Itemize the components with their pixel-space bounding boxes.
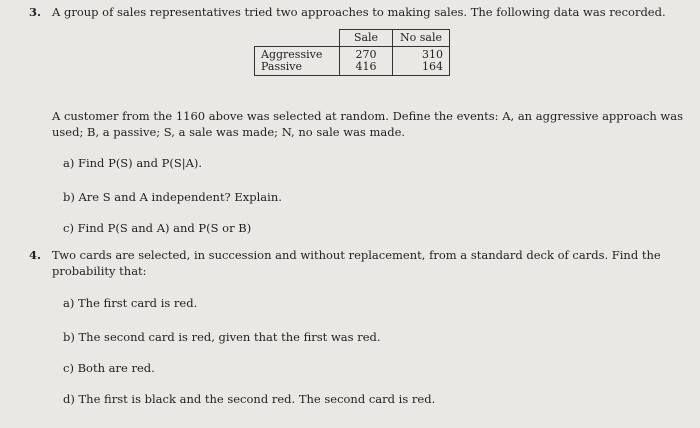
question-4-part-c: c) Both are red. [63, 361, 155, 375]
table-header-no-sale: No sale [393, 30, 450, 47]
table-header-sale: Sale [340, 30, 393, 47]
table-corner-cell [255, 30, 340, 47]
table-row-aggressive [255, 47, 450, 76]
question-3-context-line-1: A customer from the 1160 above was selected at random. Define the events: A, an aggressive approach was [52, 109, 684, 123]
question-3-context-line-2: used; B, a passive; S, a sale was made; N, no sale was made. [52, 125, 406, 139]
question-4-number: 4. [29, 248, 42, 262]
question-4-intro-line-2: probability that: [52, 264, 147, 278]
question-4-intro-line-1: Two cards are selected, in succession and without replacement, from a standard deck of cards. Find the [52, 248, 661, 262]
cell-sale-values: 270 416 [340, 47, 393, 76]
question-3-part-b: b) Are S and A independent? Explain. [63, 190, 282, 204]
question-4-part-b: b) The second card is red, given that the first was red. [63, 330, 381, 344]
table-header-row [255, 30, 450, 47]
question-4-part-d: d) The first is black and the second red. The second card is red. [63, 392, 436, 406]
sales-data-table [254, 29, 450, 76]
question-3-number: 3. [29, 5, 42, 19]
question-3-part-c: c) Find P(S and A) and P(S or B) [63, 221, 252, 235]
row-label-aggressive: Aggressive Passive [255, 47, 340, 76]
question-4-part-a: a) The first card is red. [63, 296, 198, 310]
question-3-intro: A group of sales representatives tried two approaches to making sales. The following data was recorded. [52, 5, 666, 19]
question-3-part-a: a) Find P(S) and P(S|A). [63, 156, 203, 170]
cell-no-sale-values: 310 164 [393, 47, 450, 76]
